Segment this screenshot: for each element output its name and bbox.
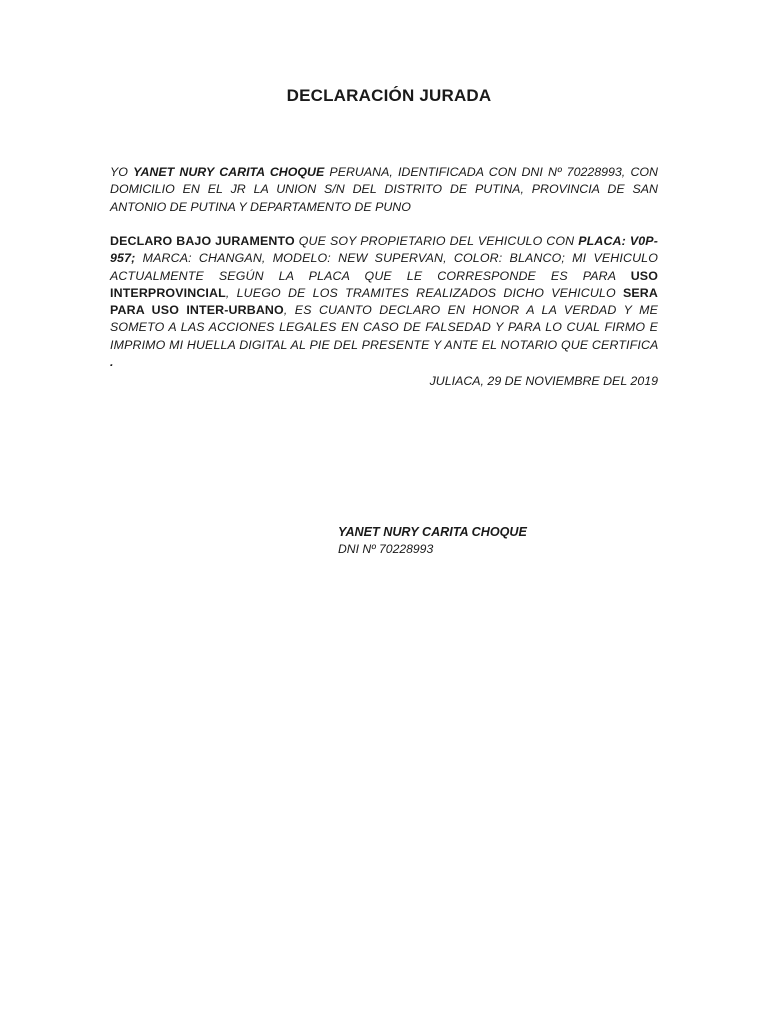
declaration-paragraph xyxy=(110,233,658,371)
declarant-name: YANET NURY CARITA CHOQUE xyxy=(133,165,325,179)
signature-name: YANET NURY CARITA CHOQUE xyxy=(338,525,527,539)
signature-dni: DNI Nº 70228993 xyxy=(338,542,434,556)
uso-interprovincial-phrase: USO INTERPROVINCIAL xyxy=(110,268,658,300)
p2-text-1: QUE SOY PROPIETARIO DEL VEHICULO CON xyxy=(294,234,579,248)
p2-text-3: , LUEGO DE LOS TRAMITES REALIZADOS DICHO VEHICULO xyxy=(225,285,623,300)
p1-yo: YO xyxy=(110,165,134,179)
p2-text-4: , ES CUANTO DECLARO EN HONOR A LA VERDAD Y ME SOMETO A LAS ACCIONES LEGALES EN CASO DE FALSEDAD Y PARA LO CUAL FIRMO E IMPRIMO MI HUELLA DIGITAL AL PIE DEL PRESENTE Y ANTE EL NOTARIO QUE CERTIFICA xyxy=(110,303,658,352)
declarant-paragraph xyxy=(110,164,658,216)
declaro-phrase: DECLARO BAJO JURAMENTO xyxy=(110,234,295,248)
uso-interurbano-phrase: SERA PARA USO INTER-URBANO xyxy=(110,285,658,318)
signature-block xyxy=(338,525,527,556)
p2-final-period: . xyxy=(110,355,114,370)
p2-text-2: MARCA: CHANGAN, MODELO: NEW SUPERVAN, COLOR: BLANCO; MI VEHICULO ACTUALMENTE SEGÚN LA PLACA QUE LE CORRESPONDE ES PARA xyxy=(110,251,658,283)
p1-rest: PERUANA, IDENTIFICADA CON DNI Nº 70228993, CON DOMICILIO EN EL JR LA UNION S/N DEL DISTRITO DE PUTINA, PROVINCIA DE SAN ANTONIO DE PUTINA Y DEPARTAMENTO DE PUNO xyxy=(110,165,658,214)
placa-phrase: PLACA: V0P-957; xyxy=(110,234,658,266)
place-date: JULIACA, 29 DE NOVIEMBRE DEL 2019 xyxy=(429,374,658,388)
document-title: DECLARACIÓN JURADA xyxy=(286,86,492,105)
